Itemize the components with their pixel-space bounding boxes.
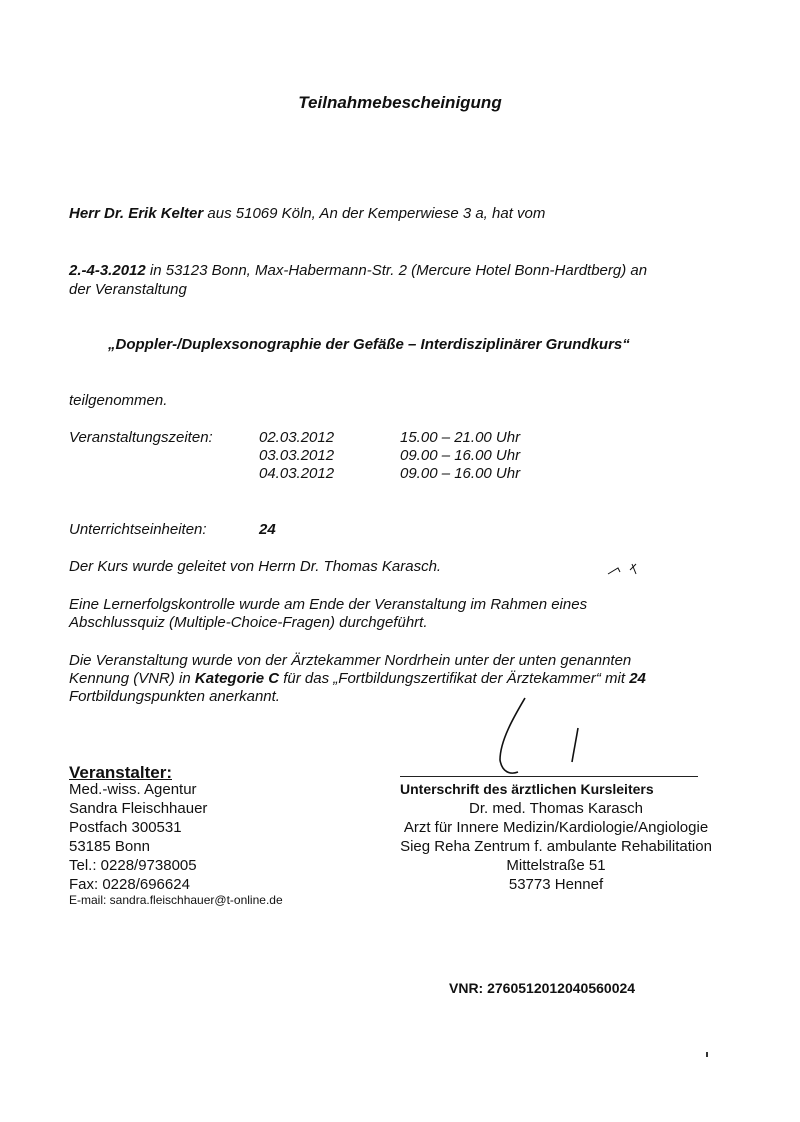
- signature-scribble: [480, 680, 640, 790]
- schedule-time: 09.00 – 16.00 Uhr: [400, 447, 521, 464]
- recognition-line-1: Die Veranstaltung wurde von der Ärztekammer Nordrhein unter der unten genannten: [69, 652, 632, 669]
- schedule-date: 03.03.2012: [259, 447, 335, 464]
- signature-line: [400, 776, 698, 777]
- signature-heading: Unterschrift des ärztlichen Kursleiters: [400, 781, 654, 797]
- course-leader-text: Der Kurs wurde geleitet von Herrn Dr. Thomas Karasch.: [69, 558, 442, 575]
- schedule-time: 09.00 – 16.00 Uhr: [400, 465, 521, 482]
- event-location: in 53123 Bonn, Max-Habermann-Str. 2 (Mercure Hotel Bonn-Hardtberg) an: [145, 262, 648, 279]
- units-label: Unterrichtseinheiten:: [69, 521, 207, 538]
- points: 24: [629, 670, 646, 687]
- event-location-line: [69, 262, 647, 279]
- category: Kategorie C: [194, 670, 280, 687]
- event-dates: 2.-4-3.2012: [69, 262, 146, 279]
- quiz-line-2: Abschlussquiz (Multiple-Choice-Fragen) durchgeführt.: [69, 614, 428, 631]
- participant-name: Herr Dr. Erik Kelter: [69, 205, 204, 222]
- signature-line-text: Dr. med. Thomas Karasch: [469, 800, 643, 817]
- organizer-line: Postfach 300531: [69, 819, 182, 836]
- event-line-2: der Veranstaltung: [69, 281, 187, 298]
- schedule-label: Veranstaltungszeiten:: [69, 429, 213, 446]
- organizer-line: Sandra Fleischhauer: [69, 800, 208, 817]
- participant-address: aus 51069 Köln, An der Kemperwiese 3 a, hat vom: [203, 205, 546, 222]
- course-title: „Doppler-/Duplexsonographie der Gefäße – Interdisziplinärer Grundkurs“: [108, 336, 630, 353]
- participant-line: [69, 205, 545, 222]
- organizer-line: 53185 Bonn: [69, 838, 150, 855]
- schedule-date: 02.03.2012: [259, 429, 335, 446]
- scan-speck: [706, 1052, 708, 1057]
- signature-line-text: Mittelstraße 51: [506, 857, 606, 874]
- signature-line-text: Sieg Reha Zentrum f. ambulante Rehabilitation: [400, 838, 712, 855]
- organizer-line: Med.-wiss. Agentur: [69, 781, 197, 798]
- vnr-number: VNR: 2760512012040560024: [449, 980, 636, 996]
- recognition-text: Kennung (VNR) in: [69, 670, 195, 687]
- signature-line-text: Arzt für Innere Medizin/Kardiologie/Angiologie: [403, 819, 709, 836]
- recognition-line-3: Fortbildungspunkten anerkannt.: [69, 688, 280, 705]
- schedule-date: 04.03.2012: [259, 465, 335, 482]
- schedule-time: 15.00 – 21.00 Uhr: [400, 429, 521, 446]
- document-title: Teilnahmebescheinigung: [298, 93, 502, 112]
- organizer-heading: Veranstalter:: [69, 763, 172, 782]
- organizer-line: Fax: 0228/696624: [69, 876, 190, 893]
- signature-line-text: 53773 Hennef: [508, 876, 604, 893]
- pen-mark: [600, 560, 650, 580]
- recognition-text: für das „Fortbildungszertifikat der Ärztekammer“ mit: [279, 670, 630, 687]
- units-value: 24: [259, 521, 276, 538]
- organizer-email: E-mail: sandra.fleischhauer@t-online.de: [69, 893, 283, 907]
- quiz-line-1: Eine Lernerfolgskontrolle wurde am Ende der Veranstaltung im Rahmen eines: [69, 596, 588, 613]
- participated-text: teilgenommen.: [69, 392, 168, 409]
- organizer-line: Tel.: 0228/9738005: [69, 857, 197, 874]
